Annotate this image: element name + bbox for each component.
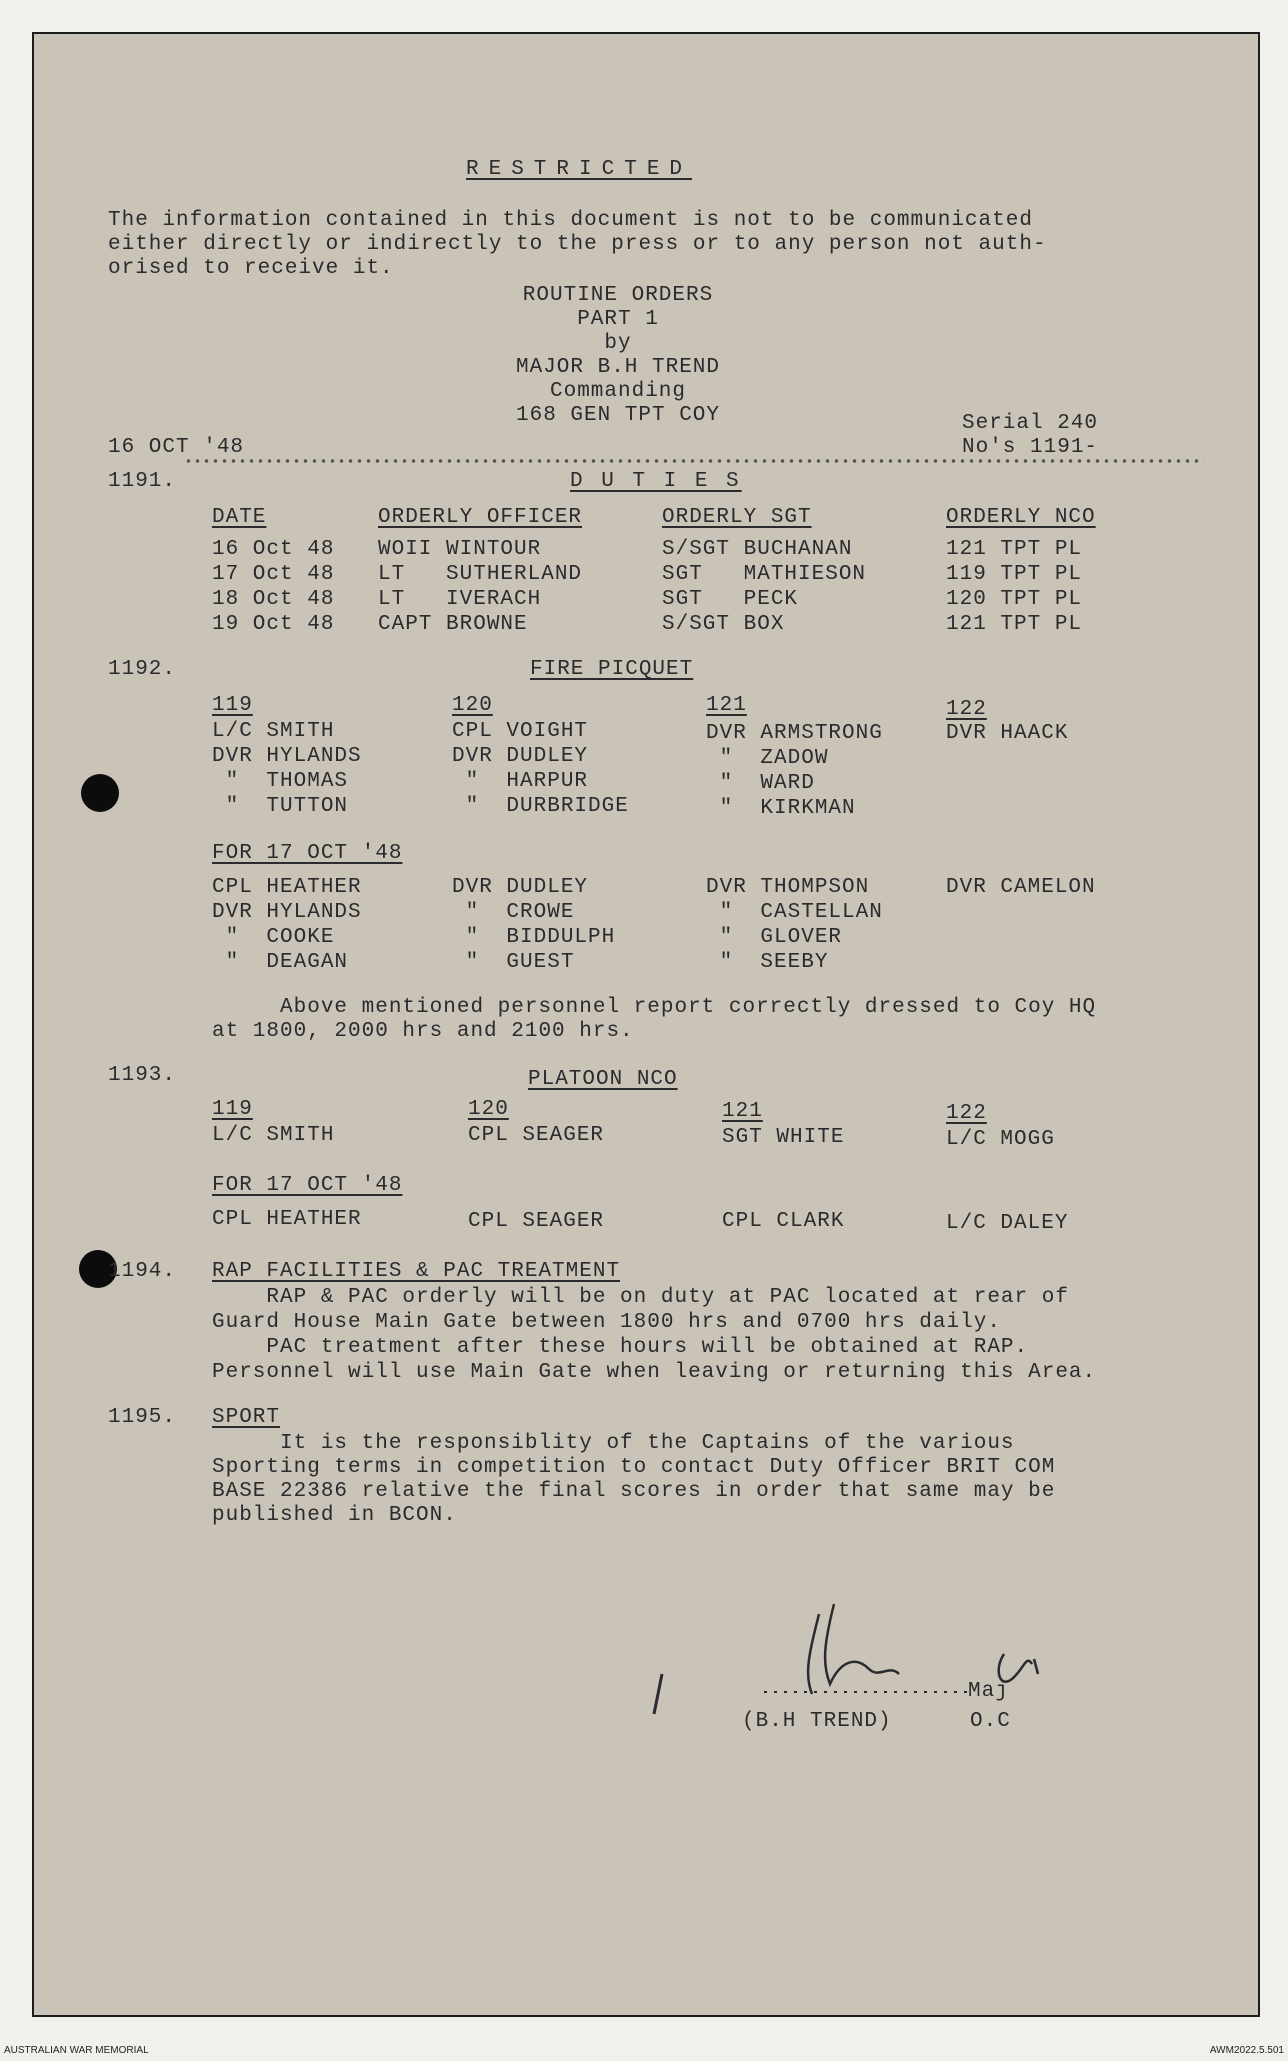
nco-for-date: FOR 17 OCT '48	[212, 1174, 403, 1197]
fp-119-m2: DVR HYLANDS	[212, 745, 362, 768]
fp-120-m2: DVR DUDLEY	[452, 745, 589, 768]
nco-120-name: CPL SEAGER	[468, 1124, 605, 1147]
notice-line-1: The information contained in this document is not to be communicated	[108, 209, 1033, 232]
duties-row-1-date: 16 Oct 48	[212, 538, 335, 561]
nco-for-2: CPL SEAGER	[468, 1210, 605, 1233]
nco-121-name: SGT WHITE	[722, 1126, 845, 1149]
fp-for-c3-3: " GLOVER	[706, 926, 843, 949]
item-number-1194: 1194.	[108, 1260, 177, 1283]
sport-line-2: Sporting terms in competition to contact Duty Officer BRIT COM	[212, 1456, 1056, 1479]
duties-row-3-date: 18 Oct 48	[212, 588, 335, 611]
platoon-nco-heading: PLATOON NCO	[528, 1068, 678, 1091]
fp-for-date: FOR 17 OCT '48	[212, 842, 403, 865]
item-number-1193: 1193.	[108, 1064, 177, 1087]
duties-col-sgt: ORDERLY SGT	[662, 506, 812, 529]
fp-for-c2-3: " BIDDULPH	[452, 926, 616, 949]
duties-row-3-sgt: SGT PECK	[662, 588, 799, 611]
rap-line-3: PAC treatment after these hours will be obtained at RAP.	[212, 1336, 1029, 1359]
fire-picquet-heading: FIRE PICQUET	[530, 658, 694, 681]
punch-hole-top	[81, 774, 119, 812]
fp-119-m3: " THOMAS	[212, 770, 349, 793]
nco-pl-122: 122	[946, 1102, 987, 1125]
fp-for-c2-4: " GUEST	[452, 951, 575, 974]
fp-for-c1-3: " COOKE	[212, 926, 335, 949]
dotted-separator	[184, 459, 1204, 463]
nco-pl-120: 120	[468, 1098, 509, 1121]
fp-pl-122: 122	[946, 698, 987, 721]
fp-for-c3-2: " CASTELLAN	[706, 901, 883, 924]
duties-row-2-nco: 119 TPT PL	[946, 563, 1083, 586]
duties-heading: D U T I E S	[570, 470, 742, 493]
fp-pl-119: 119	[212, 694, 253, 717]
sport-heading: SPORT	[212, 1406, 281, 1429]
duties-row-2-officer: LT SUTHERLAND	[378, 563, 583, 586]
title-line-6: 168 GEN TPT COY	[515, 404, 721, 427]
fp-120-m3: " HARPUR	[452, 770, 589, 793]
signature-role: O.C	[970, 1710, 1011, 1733]
rap-line-1: RAP & PAC orderly will be on duty at PAC located at rear of	[212, 1286, 1069, 1309]
order-numbers: No's 1191-	[962, 436, 1099, 459]
fp-120-m4: " DURBRIDGE	[452, 795, 629, 818]
fp-121-m3: " WARD	[706, 772, 815, 795]
notice-line-3: orised to receive it.	[108, 257, 394, 280]
item-number-1191: 1191.	[108, 470, 177, 493]
duties-row-4-officer: CAPT BROWNE	[378, 613, 528, 636]
nco-pl-119: 119	[212, 1098, 253, 1121]
fp-119-m4: " TUTTON	[212, 795, 349, 818]
signature-rank: Maj	[968, 1680, 1009, 1703]
nco-for-1: CPL HEATHER	[212, 1208, 362, 1231]
duties-row-4-sgt: S/SGT BOX	[662, 613, 785, 636]
duties-col-date: DATE	[212, 506, 267, 529]
nco-for-3: CPL CLARK	[722, 1210, 845, 1233]
fp-pl-120: 120	[452, 694, 493, 717]
rap-line-2: Guard House Main Gate between 1800 hrs and 0700 hrs daily.	[212, 1311, 1001, 1334]
nco-122-name: L/C MOGG	[946, 1128, 1055, 1151]
signature-name: (B.H TREND)	[742, 1710, 892, 1733]
fp-122-m1: DVR HAACK	[946, 722, 1069, 745]
classification-heading: RESTRICTED	[466, 158, 693, 181]
nco-pl-121: 121	[722, 1100, 763, 1123]
duties-row-3-nco: 120 TPT PL	[946, 588, 1083, 611]
fp-for-c3-1: DVR THOMPSON	[706, 876, 870, 899]
item-number-1192: 1192.	[108, 658, 177, 681]
fp-for-c2-2: " CROWE	[452, 901, 575, 924]
duties-row-1-nco: 121 TPT PL	[946, 538, 1083, 561]
duties-row-1-sgt: S/SGT BUCHANAN	[662, 538, 853, 561]
fp-120-m1: CPL VOIGHT	[452, 720, 589, 743]
footer-institution: AUSTRALIAN WAR MEMORIAL	[4, 2045, 149, 2056]
sport-line-1: It is the responsiblity of the Captains of the various	[212, 1432, 1015, 1455]
fp-for-c4-1: DVR CAMELON	[946, 876, 1096, 899]
title-line-2: PART 1	[577, 308, 659, 331]
duties-row-1-officer: WOII WINTOUR	[378, 538, 542, 561]
fp-pl-121: 121	[706, 694, 747, 717]
title-line-5: Commanding	[549, 380, 687, 403]
title-line-3: by	[604, 332, 632, 355]
footer-accession: AWM2022.5.501	[1209, 2045, 1284, 2056]
order-date: 16 OCT '48	[108, 436, 245, 459]
duties-row-4-nco: 121 TPT PL	[946, 613, 1083, 636]
sport-line-4: published in BCON.	[212, 1504, 457, 1527]
duties-col-nco: ORDERLY NCO	[946, 506, 1096, 529]
fp-for-c1-1: CPL HEATHER	[212, 876, 362, 899]
document-page	[32, 32, 1260, 2017]
notice-line-2: either directly or indirectly to the press or to any person not auth-	[108, 233, 1047, 256]
fp-for-c1-2: DVR HYLANDS	[212, 901, 362, 924]
duties-col-officer: ORDERLY OFFICER	[378, 506, 583, 529]
fp-note-line-2: at 1800, 2000 hrs and 2100 hrs.	[212, 1020, 634, 1043]
nco-for-4: L/C DALEY	[946, 1212, 1069, 1235]
fp-119-m1: L/C SMITH	[212, 720, 335, 743]
sport-line-3: BASE 22386 relative the final scores in order that same may be	[212, 1480, 1056, 1503]
fp-121-m2: " ZADOW	[706, 747, 829, 770]
duties-row-2-sgt: SGT MATHIESON	[662, 563, 867, 586]
nco-119-name: L/C SMITH	[212, 1124, 335, 1147]
title-line-4: MAJOR B.H TREND	[515, 356, 721, 379]
title-line-1: ROUTINE ORDERS	[522, 284, 714, 307]
duties-row-4-date: 19 Oct 48	[212, 613, 335, 636]
rap-heading: RAP FACILITIES & PAC TREATMENT	[212, 1260, 621, 1283]
fp-for-c1-4: " DEAGAN	[212, 951, 349, 974]
duties-row-3-officer: LT IVERACH	[378, 588, 542, 611]
fp-for-c2-1: DVR DUDLEY	[452, 876, 589, 899]
duties-row-2-date: 17 Oct 48	[212, 563, 335, 586]
item-number-1195: 1195.	[108, 1406, 177, 1429]
serial-number: Serial 240	[962, 412, 1099, 435]
fp-121-m4: " KIRKMAN	[706, 797, 856, 820]
fp-for-c3-4: " SEEBY	[706, 951, 829, 974]
fp-121-m1: DVR ARMSTRONG	[706, 722, 883, 745]
fp-note-line-1: Above mentioned personnel report correctly dressed to Coy HQ	[212, 996, 1097, 1019]
rap-line-4: Personnel will use Main Gate when leaving or returning this Area.	[212, 1361, 1097, 1384]
